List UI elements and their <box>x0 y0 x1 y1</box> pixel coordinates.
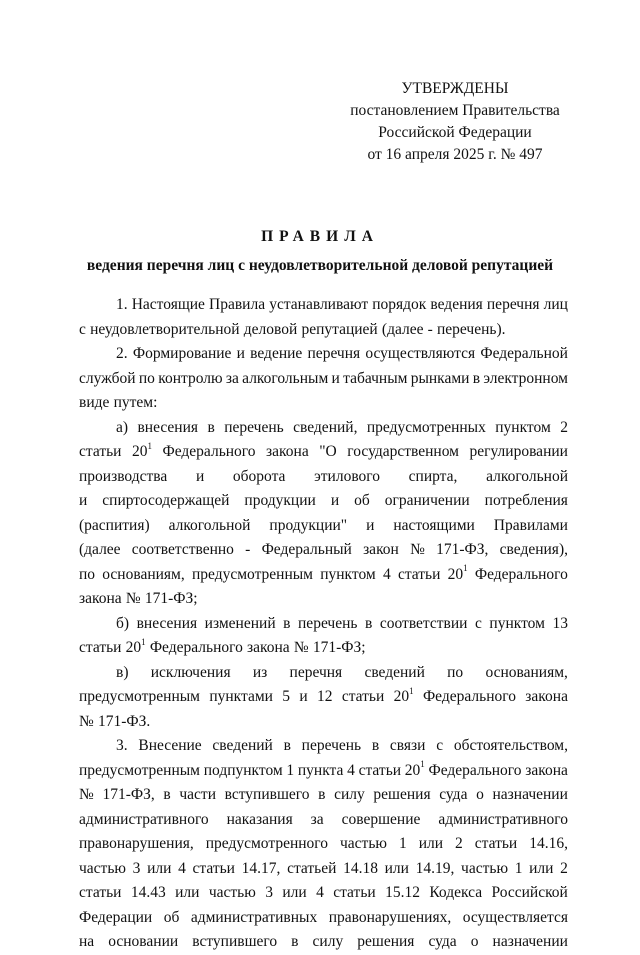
text-line <box>79 661 568 686</box>
word: и <box>195 467 205 485</box>
word: спиртосодержащей <box>102 492 230 509</box>
word: по <box>447 663 464 681</box>
word: Российской <box>491 884 568 901</box>
word: внесения <box>137 418 199 436</box>
word: пунктом <box>495 418 551 436</box>
word: сведения), <box>499 541 568 558</box>
word: перечень). <box>436 320 506 338</box>
word: продукции" <box>269 516 348 534</box>
word: контролю <box>158 369 223 387</box>
document-body <box>79 293 568 955</box>
word: ограничении <box>384 492 470 509</box>
document-subtitle: ведения перечня лиц с неудовлетворительной деловой репутацией <box>86 257 554 274</box>
word: вступившего <box>224 786 310 803</box>
word: статьи <box>397 565 441 583</box>
word: - <box>245 541 251 558</box>
word: сведений <box>212 737 273 754</box>
text-line <box>79 636 568 661</box>
word: в <box>283 614 291 632</box>
word: частью <box>79 859 126 877</box>
word: предусмотренным <box>191 565 313 583</box>
word: Федерации <box>79 908 153 926</box>
word: предусмотренного <box>205 835 329 852</box>
word: статьи <box>341 688 385 705</box>
word: Федерального <box>162 443 256 460</box>
word: оборота <box>232 467 286 485</box>
word: пунктами <box>209 688 273 705</box>
word: Федерального <box>474 565 568 583</box>
word: ведения <box>430 296 483 313</box>
word: пунктом <box>489 614 545 632</box>
word: 1 <box>398 835 407 852</box>
word: 14.19, <box>415 859 455 877</box>
word: основании <box>108 933 179 950</box>
word: путем: <box>113 394 158 411</box>
word: наказания <box>226 810 293 828</box>
word: статьи <box>79 443 122 460</box>
word: основаниям, <box>485 663 568 681</box>
word: б) <box>116 614 130 632</box>
word: алкогольной <box>168 516 251 534</box>
word: правонарушения, <box>79 835 194 852</box>
word: (далее <box>79 541 121 558</box>
word: с <box>436 737 444 754</box>
word: № <box>410 541 425 558</box>
word: продукции <box>244 492 316 509</box>
word: в <box>472 369 481 387</box>
word: № <box>79 786 94 803</box>
word: устанавливают <box>269 296 369 313</box>
text-line <box>79 489 568 514</box>
word: части <box>179 786 216 803</box>
word: в <box>291 933 299 950</box>
word: с <box>475 614 482 632</box>
word: 4 <box>178 859 186 877</box>
word: 171-ФЗ. <box>97 712 151 730</box>
word: $20^1$ <box>447 563 468 583</box>
word: 1 <box>286 761 295 779</box>
word: решения <box>357 933 415 950</box>
word: связи <box>389 737 426 754</box>
word: из <box>252 663 268 681</box>
word: 14.43 <box>130 884 166 901</box>
word: силу <box>312 933 344 950</box>
word: 12 <box>316 688 333 705</box>
text-line <box>79 857 568 882</box>
word: основаниям, <box>102 565 185 583</box>
word: ведение <box>250 345 303 362</box>
word: вступившего <box>192 933 278 950</box>
word: или <box>418 835 444 852</box>
word: или <box>282 884 307 901</box>
word: и <box>299 688 308 705</box>
word: в <box>163 786 171 803</box>
word: предусмотренным <box>79 688 200 705</box>
word: табачным <box>343 369 408 387</box>
word: обстоятельством, <box>453 737 568 754</box>
word: № <box>293 639 309 656</box>
approval-line: постановлением Правительства <box>350 102 560 119</box>
word: $20^1$ <box>393 685 414 705</box>
word: регулировании <box>469 443 568 460</box>
approval-line: Российской Федерации <box>378 124 532 141</box>
word: суда <box>439 786 468 803</box>
word: 4 <box>316 884 324 901</box>
word: и <box>236 345 245 362</box>
word: настоящими <box>393 516 475 534</box>
word: в <box>365 614 373 632</box>
word: назначении <box>492 933 568 950</box>
word: Федеральной <box>480 345 568 362</box>
word: в <box>207 418 215 436</box>
text-line <box>79 734 568 759</box>
word: перечень <box>298 614 358 632</box>
word: и <box>330 492 340 509</box>
word: закон <box>363 541 399 558</box>
word: пункта <box>297 761 344 779</box>
word: перечня <box>289 663 343 681</box>
text-line <box>79 440 568 465</box>
text-line <box>79 881 568 906</box>
word: Правила <box>209 296 266 313</box>
word: 14.17, <box>241 859 281 877</box>
word: перечень <box>301 737 362 754</box>
word: решения <box>373 786 431 803</box>
word: статьи <box>358 761 402 779</box>
text-line <box>79 906 568 931</box>
word: сведений, <box>293 418 358 436</box>
word: государственном <box>347 443 459 460</box>
word: 3 <box>265 884 273 901</box>
word: потребления <box>484 492 568 509</box>
word: за <box>310 810 324 828</box>
word: Кодекса <box>429 884 483 901</box>
word: предусмотренным <box>79 761 200 779</box>
word: правонарушениях, <box>328 908 452 926</box>
word: 4 <box>347 761 355 779</box>
word: Формирование <box>132 345 232 362</box>
word: перечня <box>307 345 361 362</box>
word: в) <box>116 663 129 681</box>
word: в <box>283 737 291 754</box>
word: $20^1$ <box>131 440 152 460</box>
word: и <box>331 369 340 387</box>
word: 5 <box>282 688 291 705</box>
word: частью <box>208 884 256 901</box>
word: статьей <box>287 859 337 877</box>
word: (распития) <box>79 516 150 534</box>
text-line <box>79 832 568 857</box>
word: лиц <box>543 296 568 313</box>
word: суда <box>428 933 457 950</box>
text-line <box>79 367 568 392</box>
word: алкогольным <box>242 369 329 387</box>
word: частью <box>340 835 387 852</box>
text-line <box>79 808 568 833</box>
word: 2. <box>116 345 128 362</box>
word: рынками <box>410 369 470 387</box>
word: 2 <box>455 835 463 852</box>
word: репутацией <box>301 320 378 338</box>
text-line <box>79 391 568 416</box>
word: закона <box>79 590 122 607</box>
word: по <box>138 369 155 387</box>
word: на <box>79 933 95 950</box>
word: и <box>366 516 375 534</box>
word: или <box>175 884 200 901</box>
word: $20^1$ <box>125 636 146 656</box>
word: - <box>427 320 433 338</box>
word: 3 <box>132 859 141 877</box>
text-line <box>79 759 568 784</box>
word: сведений <box>364 663 425 681</box>
word: административных <box>190 908 318 926</box>
word: 15.12 <box>385 884 420 901</box>
word: этилового <box>314 467 380 485</box>
word: предусмотренных <box>366 418 486 436</box>
word: Федерального <box>428 761 522 779</box>
word: 171-ФЗ; <box>312 639 366 656</box>
word: или <box>384 859 409 877</box>
word: 2 <box>560 859 568 877</box>
word: 171-ФЗ, <box>102 786 155 803</box>
word: о <box>470 933 479 950</box>
word: Правилами <box>493 516 568 534</box>
text-line <box>79 612 568 637</box>
word: 13 <box>552 614 568 632</box>
word: № <box>79 712 94 730</box>
word: с <box>79 320 86 338</box>
word: закона <box>266 443 309 460</box>
text-line <box>79 563 568 588</box>
word: совершение <box>341 810 421 828</box>
word: закона <box>525 761 568 779</box>
word: порядок <box>372 296 427 313</box>
word: по <box>79 565 96 583</box>
text-line <box>79 416 568 441</box>
word: статьи <box>474 835 518 852</box>
word: статьи <box>79 884 122 901</box>
word: а) <box>116 418 129 436</box>
word: административного <box>79 810 209 828</box>
word: частью <box>461 859 509 877</box>
word: осуществляются <box>365 345 476 362</box>
word: виде <box>79 394 110 411</box>
word: закона <box>525 688 568 705</box>
word: в <box>371 737 380 754</box>
word: соответственно <box>131 541 234 558</box>
word: 2 <box>560 418 568 436</box>
word: закона <box>247 639 290 656</box>
text-line <box>79 293 568 318</box>
word: производства <box>79 467 168 485</box>
word: перечня <box>486 296 540 313</box>
word: алкогольной <box>486 467 568 485</box>
word: электронном <box>483 369 568 387</box>
word: 1 <box>514 859 523 877</box>
word: 4 <box>382 565 391 583</box>
word: $20^1$ <box>404 759 425 779</box>
word: изменений <box>204 614 276 632</box>
text-line <box>79 318 568 343</box>
word: административного <box>438 810 568 828</box>
word: 1. <box>116 296 128 313</box>
text-line <box>79 685 568 710</box>
word: службой <box>79 369 136 387</box>
word: статьи <box>79 639 122 656</box>
word: внесения <box>136 614 198 632</box>
word: Внесение <box>138 737 202 754</box>
word: подпунктом <box>203 761 283 779</box>
text-line <box>79 587 568 612</box>
word: Настоящие <box>131 296 205 313</box>
word: и <box>79 492 88 509</box>
word: 14.16, <box>529 835 568 852</box>
word: осуществляется <box>462 908 568 926</box>
word: пунктом <box>320 565 376 583</box>
word: (далее <box>381 320 424 338</box>
approved-heading: УТВЕРЖДЕНЫ <box>401 80 509 97</box>
word: Федерального <box>422 688 516 705</box>
word: перечень <box>224 418 284 436</box>
word: Федерального <box>149 639 243 656</box>
word: об <box>163 908 180 926</box>
word: статьи <box>333 884 376 901</box>
word: № <box>125 590 141 607</box>
text-line <box>79 783 568 808</box>
text-line <box>79 465 568 490</box>
word: или <box>529 859 554 877</box>
word: 14.18 <box>343 859 378 877</box>
word: 3. <box>116 737 128 754</box>
word: деловой <box>243 320 298 338</box>
word: или <box>147 859 172 877</box>
word: об <box>354 492 370 509</box>
text-line <box>79 930 568 955</box>
text-line <box>79 514 568 539</box>
text-line <box>79 538 568 563</box>
word: соответствии <box>379 614 468 632</box>
word: силу <box>334 786 365 803</box>
word: о <box>476 786 484 803</box>
word: статьи <box>192 859 235 877</box>
approval-block <box>330 78 580 166</box>
word: спирта, <box>408 467 458 485</box>
text-line <box>79 342 568 367</box>
word: исключения <box>150 663 231 681</box>
text-line <box>79 710 568 735</box>
word: 171-ФЗ; <box>144 590 198 607</box>
word: назначении <box>492 786 568 803</box>
word: в <box>318 786 326 803</box>
approval-line: от 16 апреля 2025 г. № 497 <box>367 146 543 163</box>
word: "О <box>319 443 337 460</box>
word: неудовлетворительной <box>90 320 240 338</box>
word: 171-ФЗ, <box>436 541 489 558</box>
document-title: ПРАВИЛА <box>261 228 379 245</box>
word: за <box>225 369 239 387</box>
word: Федеральный <box>261 541 352 558</box>
